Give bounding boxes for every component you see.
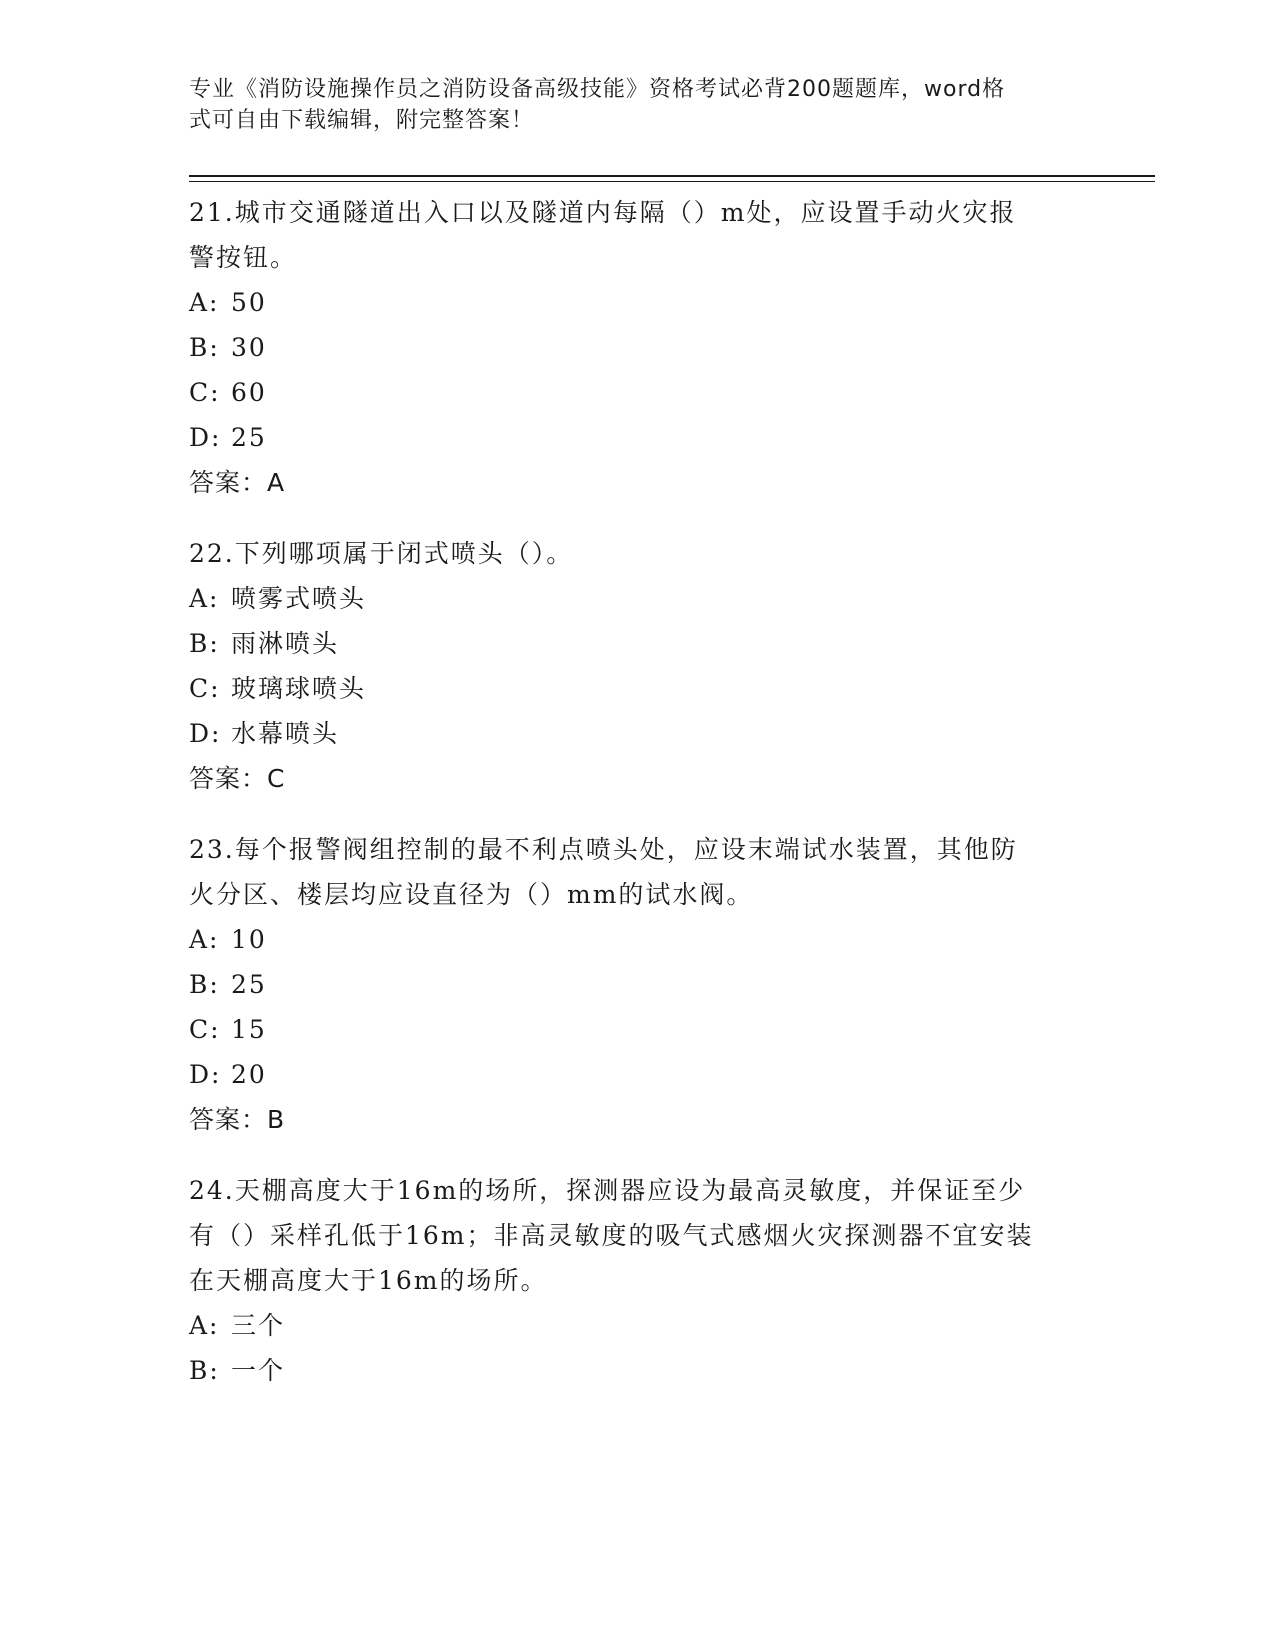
- option-a: [189, 1303, 1089, 1348]
- answer-line: 答案：C: [189, 764, 286, 793]
- question-text-line: 22.下列哪项属于闭式喷头（）。: [189, 539, 574, 568]
- option-a: [189, 280, 1089, 325]
- option-b: [189, 621, 1089, 666]
- option-text: 25: [231, 970, 267, 999]
- question-23: [189, 827, 1089, 1142]
- option-text: 玻璃球喷头: [231, 674, 367, 703]
- option-text: 10: [231, 925, 267, 954]
- option-d: [189, 415, 1089, 460]
- answer-line: 答案：A: [189, 468, 286, 497]
- option-text: 雨淋喷头: [231, 629, 340, 658]
- option-text: 三个: [231, 1311, 286, 1340]
- question-24: [189, 1168, 1089, 1393]
- option-letter: D:: [189, 719, 222, 748]
- option-letter: C:: [189, 1015, 221, 1044]
- question-22: [189, 531, 1089, 801]
- option-letter: B:: [189, 333, 220, 362]
- option-b: [189, 962, 1089, 1007]
- option-letter: C:: [189, 378, 221, 407]
- question-text-line: 火分区、楼层均应设直径为（）mm的试水阀。: [189, 880, 754, 909]
- option-c: [189, 666, 1089, 711]
- option-text: 60: [231, 378, 267, 407]
- question-text-line: 21.城市交通隧道出入口以及隧道内每隔（）m处，应设置手动火灾报: [189, 198, 1017, 227]
- option-text: 喷雾式喷头: [231, 584, 367, 613]
- option-a: [189, 917, 1089, 962]
- question-list: [189, 190, 1089, 1419]
- option-letter: A:: [189, 584, 220, 613]
- question-text-line: 有（）采样孔低于16m；非高灵敏度的吸气式感烟火灾探测器不宜安装: [189, 1221, 1034, 1250]
- option-b: [189, 325, 1089, 370]
- question-text-line: 23.每个报警阀组控制的最不利点喷头处，应设末端试水装置，其他防: [189, 835, 1018, 864]
- option-c: [189, 370, 1089, 415]
- document-header: [189, 74, 1069, 136]
- option-letter: D:: [189, 423, 222, 452]
- option-text: 25: [231, 423, 267, 452]
- question-text-line: 24.天棚高度大于16m的场所，探测器应设为最高灵敏度，并保证至少: [189, 1176, 1026, 1205]
- option-b: [189, 1348, 1089, 1393]
- option-text: 50: [231, 288, 267, 317]
- option-text: 20: [231, 1060, 267, 1089]
- option-letter: B:: [189, 629, 220, 658]
- option-d: [189, 711, 1089, 756]
- option-text: 水幕喷头: [231, 719, 340, 748]
- option-letter: B:: [189, 1356, 220, 1385]
- option-letter: B:: [189, 970, 220, 999]
- header-divider-thick: [189, 175, 1155, 177]
- option-text: 15: [231, 1015, 267, 1044]
- option-letter: C:: [189, 674, 221, 703]
- header-line-2: 式可自由下载编辑，附完整答案！: [189, 108, 535, 133]
- option-letter: D:: [189, 1060, 222, 1089]
- option-c: [189, 1007, 1089, 1052]
- header-divider-thin: [189, 181, 1155, 182]
- option-letter: A:: [189, 1311, 220, 1340]
- option-d: [189, 1052, 1089, 1097]
- option-letter: A:: [189, 925, 220, 954]
- option-text: 30: [231, 333, 267, 362]
- question-21: [189, 190, 1089, 505]
- answer-line: 答案：B: [189, 1105, 286, 1134]
- question-text-line: 在天棚高度大于16m的场所。: [189, 1266, 548, 1295]
- question-text-line: 警按钮。: [189, 243, 298, 272]
- option-a: [189, 576, 1089, 621]
- option-text: 一个: [231, 1356, 286, 1385]
- header-line-1: 专业《消防设施操作员之消防设备高级技能》资格考试必背200题题库，word格: [189, 77, 1006, 102]
- option-letter: A:: [189, 288, 220, 317]
